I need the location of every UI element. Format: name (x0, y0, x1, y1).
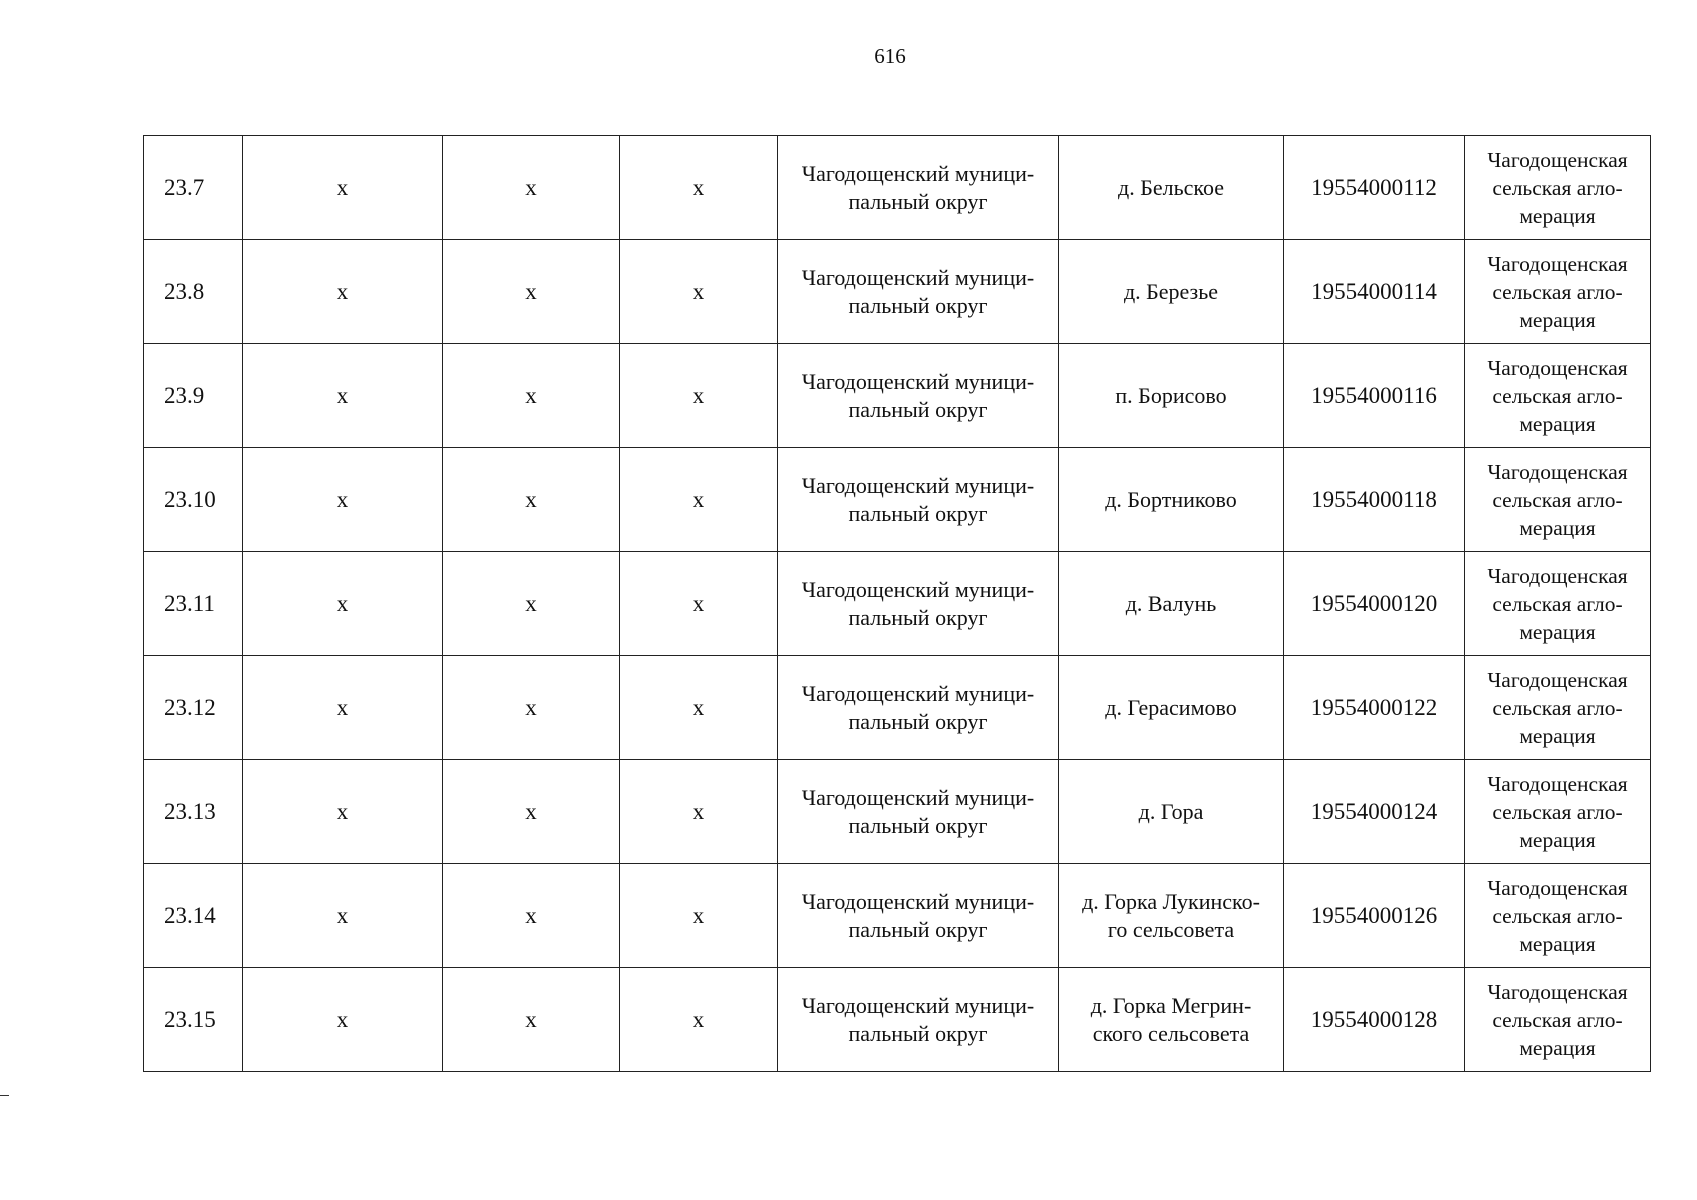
x-mark-cell (243, 448, 443, 552)
district-cell-text: пальный округ (848, 812, 988, 838)
agglomeration-cell-text: мерация (1519, 307, 1596, 332)
x-mark-cell-text: x (692, 590, 705, 616)
x-mark-cell-text: x (692, 278, 705, 304)
row-number-cell-text: 23.9 (164, 382, 205, 408)
row-number-cell-text: 23.8 (164, 278, 205, 304)
agglomeration-cell (1465, 344, 1651, 448)
x-mark-cell (243, 760, 443, 864)
table-row (144, 240, 1651, 344)
district-cell (778, 344, 1059, 448)
table-row (144, 344, 1651, 448)
x-mark-cell-text: x (525, 694, 537, 720)
agglomeration-cell-text: сельская агло- (1492, 279, 1623, 304)
agglomeration-cell-text: сельская агло- (1492, 903, 1623, 928)
row-number-cell-text: 23.14 (164, 902, 216, 928)
agglomeration-cell-text: Чагодощенская (1487, 979, 1628, 1004)
x-mark-cell (620, 760, 778, 864)
table-row (144, 864, 1651, 968)
agglomeration-cell-text: мерация (1519, 515, 1596, 540)
x-mark-cell-text: x (525, 798, 537, 824)
x-mark-cell-text: x (692, 174, 705, 200)
district-cell-text: Чагодощенский муници- (801, 160, 1035, 186)
oktmo-code-cell (1284, 136, 1465, 240)
x-mark-cell-text: x (336, 590, 349, 616)
agglomeration-cell-text: мерация (1519, 1035, 1596, 1060)
page-number: 616 (874, 44, 906, 68)
settlement-cell-text: го сельсовета (1107, 916, 1235, 942)
x-mark-cell-text: x (692, 382, 705, 408)
table-row (144, 760, 1651, 864)
settlement-cell (1059, 240, 1284, 344)
row-number-cell-text: 23.11 (164, 590, 215, 616)
x-mark-cell-text: x (692, 694, 705, 720)
x-mark-cell (243, 864, 443, 968)
settlement-cell-text: ского сельсовета (1092, 1020, 1250, 1046)
x-mark-cell-text: x (525, 174, 537, 200)
row-number-cell (144, 552, 243, 656)
x-mark-cell-text: x (336, 278, 349, 304)
agglomeration-cell (1465, 760, 1651, 864)
x-mark-cell (443, 968, 620, 1072)
agglomeration-cell-text: Чагодощенская (1487, 355, 1628, 380)
agglomeration-cell-text: сельская агло- (1492, 487, 1623, 512)
agglomeration-cell-text: сельская агло- (1492, 383, 1623, 408)
oktmo-code-cell (1284, 552, 1465, 656)
x-mark-cell-text: x (336, 174, 349, 200)
district-cell-text: Чагодощенский муници- (801, 888, 1035, 914)
agglomeration-cell-text: мерация (1519, 203, 1596, 228)
x-mark-cell (443, 656, 620, 760)
settlement-cell-text: д. Бортниково (1105, 486, 1237, 512)
agglomeration-cell (1465, 552, 1651, 656)
x-mark-cell (443, 344, 620, 448)
district-cell-text: пальный округ (848, 188, 988, 214)
settlement-cell (1059, 552, 1284, 656)
oktmo-code-cell-text: 19554000112 (1311, 174, 1437, 200)
district-cell (778, 968, 1059, 1072)
settlement-cell-text: д. Бельское (1118, 174, 1224, 200)
x-mark-cell (620, 240, 778, 344)
agglomeration-cell-text: мерация (1519, 931, 1596, 956)
x-mark-cell (620, 968, 778, 1072)
settlement-cell (1059, 760, 1284, 864)
table-row (144, 136, 1651, 240)
district-cell (778, 136, 1059, 240)
settlement-cell (1059, 344, 1284, 448)
x-mark-cell (243, 552, 443, 656)
oktmo-code-cell (1284, 344, 1465, 448)
district-cell-text: Чагодощенский муници- (801, 264, 1035, 290)
table-row (144, 968, 1651, 1072)
registry-table-wrapper (143, 135, 1650, 1072)
table-row (144, 656, 1651, 760)
settlement-cell-text: д. Валунь (1125, 590, 1217, 616)
oktmo-code-cell (1284, 656, 1465, 760)
x-mark-cell-text: x (692, 902, 705, 928)
row-number-cell-text: 23.10 (164, 486, 216, 512)
x-mark-cell (620, 552, 778, 656)
oktmo-code-cell-text: 19554000126 (1310, 902, 1438, 928)
agglomeration-cell-text: сельская агло- (1492, 799, 1623, 824)
district-cell-text: пальный округ (848, 604, 988, 630)
settlement-cell-text: п. Борисово (1115, 382, 1227, 408)
x-mark-cell-text: x (525, 278, 537, 304)
row-number-cell-text: 23.15 (164, 1006, 216, 1032)
district-cell-text: пальный округ (848, 1020, 988, 1046)
x-mark-cell-text: x (525, 590, 537, 616)
x-mark-cell (620, 656, 778, 760)
oktmo-code-cell-text: 19554000114 (1311, 278, 1437, 304)
settlement-cell-text: д. Герасимово (1105, 694, 1237, 720)
district-cell (778, 864, 1059, 968)
agglomeration-cell (1465, 656, 1651, 760)
row-number-cell-text: 23.13 (164, 798, 216, 824)
district-cell-text: пальный округ (848, 708, 988, 734)
row-number-cell (144, 760, 243, 864)
x-mark-cell (243, 968, 443, 1072)
district-cell-text: Чагодощенский муници- (801, 784, 1035, 810)
x-mark-cell (620, 448, 778, 552)
oktmo-code-cell-text: 19554000124 (1310, 798, 1438, 824)
oktmo-code-cell-text: 19554000120 (1310, 590, 1438, 616)
x-mark-cell-text: x (525, 1006, 537, 1032)
agglomeration-cell-text: мерация (1519, 827, 1596, 852)
settlement-cell (1059, 656, 1284, 760)
district-cell-text: пальный округ (848, 292, 988, 318)
x-mark-cell (443, 760, 620, 864)
row-number-cell-text: 23.7 (164, 174, 205, 200)
settlement-cell (1059, 136, 1284, 240)
settlement-cell-text: д. Горка Лукинско- (1082, 888, 1260, 914)
table-row (144, 552, 1651, 656)
row-number-cell (144, 968, 243, 1072)
district-cell (778, 656, 1059, 760)
table-row (144, 448, 1651, 552)
agglomeration-cell-text: Чагодощенская (1487, 667, 1628, 692)
row-number-cell (144, 448, 243, 552)
agglomeration-cell (1465, 864, 1651, 968)
margin-tick-mark (0, 1095, 9, 1096)
x-mark-cell-text: x (525, 902, 537, 928)
agglomeration-cell-text: мерация (1519, 723, 1596, 748)
table-body (144, 136, 1651, 1072)
oktmo-code-cell-text: 19554000128 (1310, 1006, 1438, 1032)
agglomeration-cell-text: мерация (1519, 619, 1596, 644)
district-cell-text: Чагодощенский муници- (801, 472, 1035, 498)
x-mark-cell-text: x (525, 486, 537, 512)
x-mark-cell (443, 864, 620, 968)
x-mark-cell-text: x (336, 382, 349, 408)
oktmo-code-cell (1284, 240, 1465, 344)
agglomeration-cell-text: Чагодощенская (1487, 563, 1628, 588)
district-cell (778, 448, 1059, 552)
agglomeration-cell-text: Чагодощенская (1487, 771, 1628, 796)
x-mark-cell (243, 344, 443, 448)
oktmo-code-cell (1284, 968, 1465, 1072)
x-mark-cell (443, 240, 620, 344)
x-mark-cell-text: x (525, 382, 537, 408)
oktmo-code-cell-text: 19554000116 (1311, 382, 1437, 408)
district-cell-text: пальный округ (848, 916, 988, 942)
row-number-cell (144, 136, 243, 240)
agglomeration-cell-text: сельская агло- (1492, 1007, 1623, 1032)
district-cell-text: пальный округ (848, 396, 988, 422)
agglomeration-cell-text: сельская агло- (1492, 695, 1623, 720)
settlement-cell (1059, 864, 1284, 968)
x-mark-cell (443, 448, 620, 552)
x-mark-cell (243, 656, 443, 760)
oktmo-code-cell (1284, 760, 1465, 864)
x-mark-cell (443, 136, 620, 240)
agglomeration-cell (1465, 136, 1651, 240)
agglomeration-cell-text: Чагодощенская (1487, 459, 1628, 484)
oktmo-code-cell (1284, 448, 1465, 552)
district-cell (778, 240, 1059, 344)
x-mark-cell-text: x (336, 486, 349, 512)
district-cell-text: Чагодощенский муници- (801, 680, 1035, 706)
registry-table (143, 135, 1651, 1072)
row-number-cell (144, 864, 243, 968)
agglomeration-cell-text: сельская агло- (1492, 591, 1623, 616)
x-mark-cell-text: x (336, 902, 349, 928)
x-mark-cell-text: x (692, 486, 705, 512)
district-cell-text: Чагодощенский муници- (801, 992, 1035, 1018)
x-mark-cell (620, 136, 778, 240)
agglomeration-cell (1465, 448, 1651, 552)
x-mark-cell-text: x (336, 694, 349, 720)
district-cell-text: Чагодощенский муници- (801, 368, 1035, 394)
x-mark-cell (443, 552, 620, 656)
agglomeration-cell (1465, 968, 1651, 1072)
settlement-cell-text: д. Березье (1123, 278, 1219, 304)
agglomeration-cell-text: Чагодощенская (1487, 147, 1628, 172)
agglomeration-cell-text: Чагодощенская (1487, 875, 1628, 900)
x-mark-cell (620, 864, 778, 968)
settlement-cell (1059, 448, 1284, 552)
row-number-cell-text: 23.12 (164, 694, 216, 720)
district-cell-text: Чагодощенский муници- (801, 576, 1035, 602)
agglomeration-cell-text: мерация (1519, 411, 1596, 436)
x-mark-cell (620, 344, 778, 448)
oktmo-code-cell-text: 19554000122 (1310, 694, 1438, 720)
row-number-cell (144, 240, 243, 344)
x-mark-cell (243, 240, 443, 344)
district-cell-text: пальный округ (848, 500, 988, 526)
row-number-cell (144, 344, 243, 448)
x-mark-cell-text: x (336, 798, 349, 824)
x-mark-cell-text: x (692, 798, 705, 824)
x-mark-cell-text: x (336, 1006, 349, 1032)
district-cell (778, 760, 1059, 864)
agglomeration-cell-text: Чагодощенская (1487, 251, 1628, 276)
agglomeration-cell (1465, 240, 1651, 344)
oktmo-code-cell-text: 19554000118 (1311, 486, 1437, 512)
agglomeration-cell-text: сельская агло- (1492, 175, 1623, 200)
district-cell (778, 552, 1059, 656)
settlement-cell-text: д. Горка Мегрин- (1090, 992, 1252, 1018)
x-mark-cell (243, 136, 443, 240)
settlement-cell (1059, 968, 1284, 1072)
oktmo-code-cell (1284, 864, 1465, 968)
settlement-cell-text: д. Гора (1138, 798, 1204, 824)
x-mark-cell-text: x (692, 1006, 705, 1032)
row-number-cell (144, 656, 243, 760)
